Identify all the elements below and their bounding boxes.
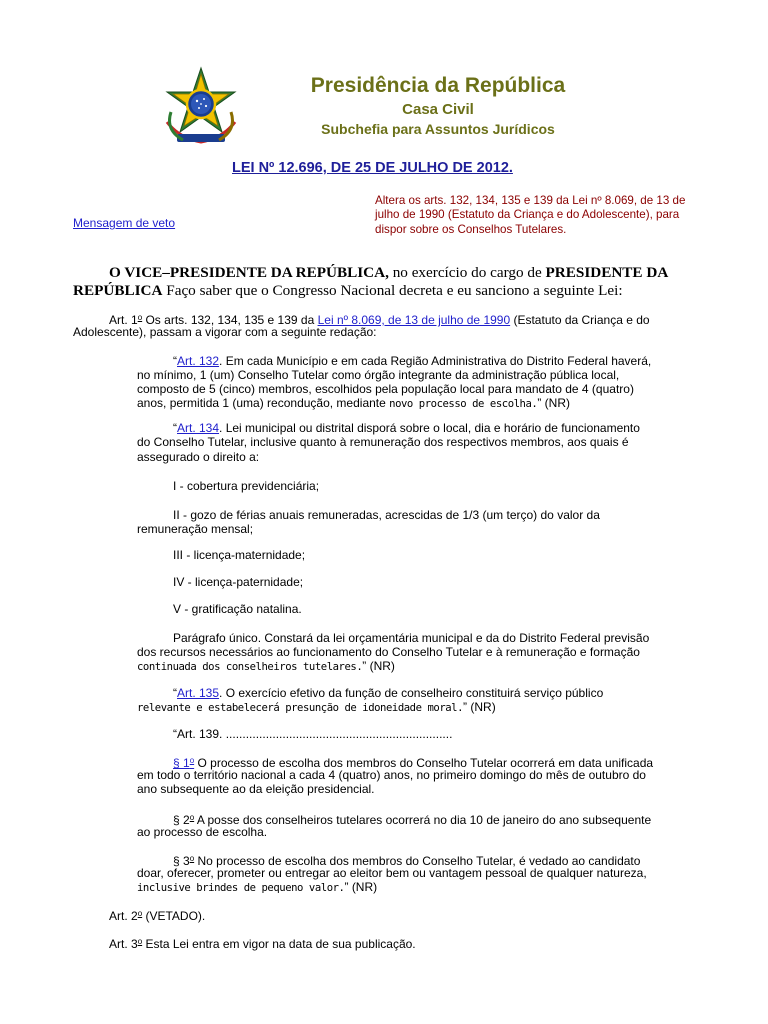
art3: Art. 3$^o$ Esta Lei entra em vigor na data de sua publicação.: [109, 937, 416, 951]
art134-line3: assegurado o direito a:: [137, 450, 260, 464]
art139-p2-line1: § 2$^o$ A posse dos conselheiros tutelares ocorrerá no dia 10 de janeiro do ano subsequente: [173, 813, 652, 827]
lei-8069-link[interactable]: Lei nº 8.069, de 13 de julho de 1990: [317, 313, 511, 327]
art134-item-iv: IV - licença-paternidade;: [173, 575, 304, 589]
art132-line4: anos, permitida 1 (uma) recondução, mediante novo processo de escolha.” (NR): [137, 396, 570, 410]
law-title-link[interactable]: LEI Nº 12.696, DE 25 DE JULHO DE 2012.: [232, 160, 513, 176]
art134-paragrafo-line1: Parágrafo único. Constará da lei orçamentária municipal e da do Distrito Federal previsão: [173, 631, 650, 645]
art134-line1: “Art. 134. Lei municipal ou distrital disporá sobre o local, dia e horário de funcionamento: [173, 421, 640, 435]
art139-heading: “Art. 139. ....................................................................: [173, 727, 453, 741]
art135-line2: relevante e estabelecerá presunção de idoneidade moral.” (NR): [137, 700, 496, 714]
art134-item-ii-cont: remuneração mensal;: [137, 522, 254, 536]
art132-link[interactable]: Art. 132: [177, 354, 220, 368]
preamble-vice-president: O VICE–PRESIDENTE DA REPÚBLICA,: [109, 264, 389, 281]
art134-item-i: I - cobertura previdenciária;: [173, 479, 320, 493]
art139-p1-line3: ano subsequente ao da eleição presidencial.: [137, 782, 375, 796]
art135-link[interactable]: Art. 135: [177, 686, 220, 700]
art135-line1: “Art. 135. O exercício efetivo da função de conselheiro constituirá serviço público: [173, 686, 604, 700]
art1-prefix: Art. 1: [109, 313, 138, 327]
header-title: Presidência da República: [310, 74, 566, 97]
art139-p3-line1: § 3$^o$ No processo de escolha dos membros do Conselho Tutelar, é vedado ao candidato: [173, 854, 641, 868]
art134-item-v: V - gratificação natalina.: [173, 602, 302, 616]
art139-p3-line2: doar, oferecer, prometer ou entregar ao eleitor bem ou vantagem pessoal de qualquer natureza,: [137, 866, 647, 880]
art134-link[interactable]: Art. 134: [177, 421, 220, 435]
veto-message-link[interactable]: Mensagem de veto: [73, 216, 176, 230]
art2: Art. 2$^o$ (VETADO).: [109, 909, 206, 923]
art1-line2: Adolescente), passam a vigorar com a seguinte redação:: [73, 325, 377, 339]
header-subtitle-casa-civil: Casa Civil: [402, 101, 474, 118]
art134-item-iii: III - licença-maternidade;: [173, 548, 306, 562]
art139-p1-line2: em todo o território nacional a cada 4 (quatro) anos, no primeiro domingo do mês de outubro do: [137, 768, 646, 782]
header-subtitle-subchefia: Subchefia para Assuntos Jurídicos: [321, 121, 555, 137]
preamble-text-2: Faço saber que o Congresso Nacional decreta e eu sanciono a seguinte Lei:: [162, 282, 623, 299]
art139-p1-line1: § 1$^o$ O processo de escolha dos membros do Conselho Tutelar ocorrerá em data unificada: [173, 756, 654, 770]
coat-of-arms-emblem: [162, 66, 240, 148]
art132-line3: composto de 5 (cinco) membros, escolhidos pela população local para mandato de 4 (quatro): [137, 382, 634, 396]
art132-line1: “Art. 132. Em cada Município e em cada Região Administrativa do Distrito Federal haverá,: [173, 354, 652, 368]
preamble: [73, 264, 673, 300]
preamble-president: PRESIDENTE DA REPÚBLICA: [73, 264, 668, 299]
art132-line2: no mínimo, 1 (um) Conselho Tutelar como órgão integrante da administração pública local,: [137, 368, 620, 382]
art139-p3-line3: inclusive brindes de pequeno valor.” (NR): [137, 880, 378, 894]
art1-line1: Art. 1$^o$ Os arts. 132, 134, 135 e 139 da Lei nº 8.069, de 13 de julho de 1990 (Estatuto da Criança e do: [109, 313, 650, 327]
law-summary: Altera os arts. 132, 134, 135 e 139 da Lei nº 8.069, de 13 de julho de 1990 (Estatuto da Criança e do Adolescente), para dispor sobre os Conselhos Tutelares.: [375, 194, 686, 236]
art134-item-ii: II - gozo de férias anuais remuneradas, acrescidas de 1/3 (um terço) do valor da: [173, 508, 600, 522]
art134-paragrafo-line3: continuada dos conselheiros tutelares.” (NR): [137, 659, 395, 673]
art139-paragraph1-link[interactable]: § 1$^o$: [173, 756, 195, 770]
art134-line2: do Conselho Tutelar, inclusive quanto à remuneração dos respectivos membros, aos quais é: [137, 435, 629, 449]
art139-p2-line2: ao processo de escolha.: [137, 825, 268, 839]
art134-paragrafo-line2: dos recursos necessários ao funcionamento do Conselho Tutelar e à remuneração e formação: [137, 645, 640, 659]
preamble-text-1: no exercício do cargo de: [388, 264, 546, 281]
